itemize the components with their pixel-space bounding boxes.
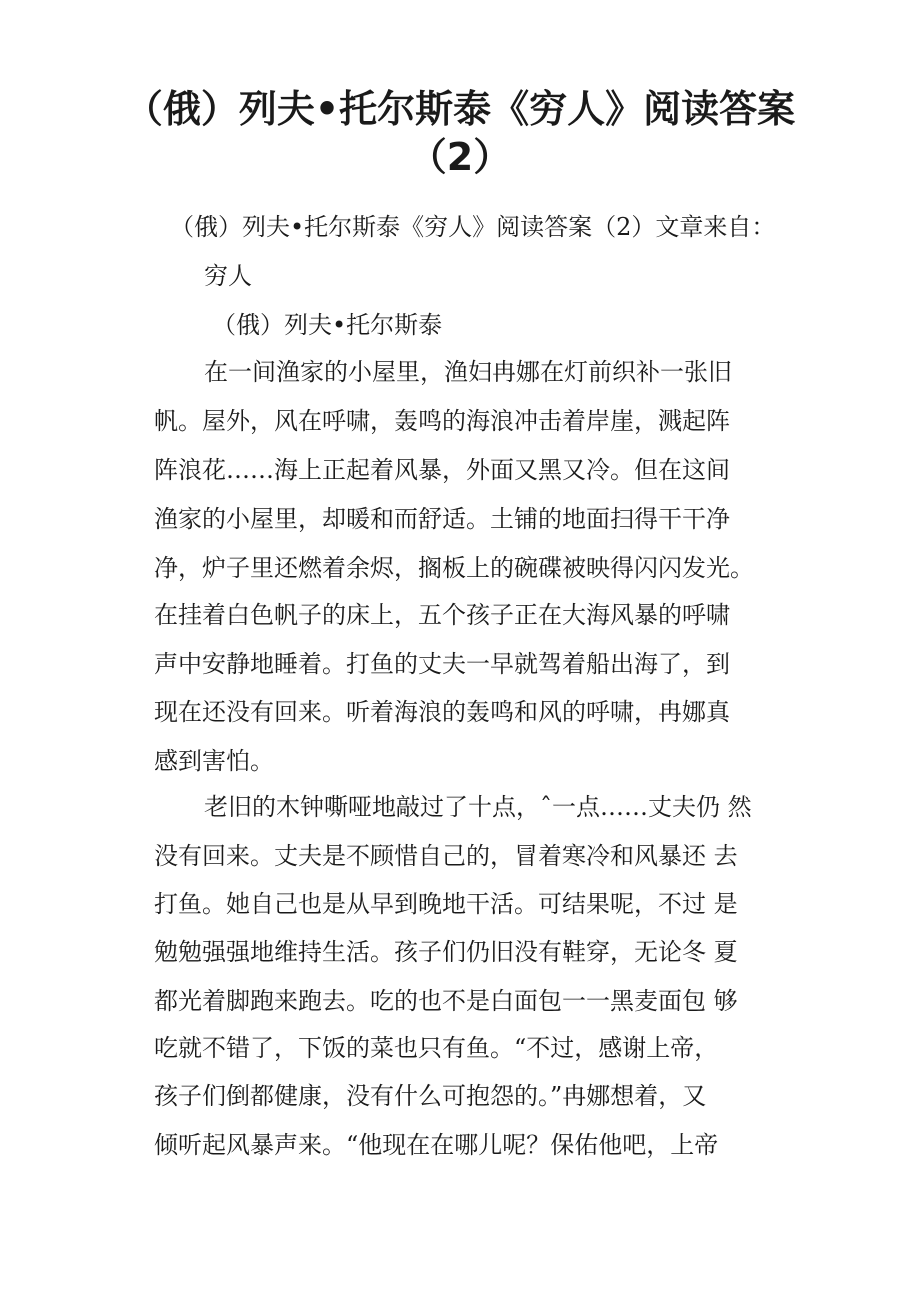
text-line: 净，炉子里还燃着余烬，搁板上的碗碟被映得闪闪发光。 <box>154 554 754 582</box>
text-line: 打鱼。她自己也是从早到晚地干活。可结果呢，不过 是 <box>154 890 738 918</box>
text-line: （俄）列夫•托尔斯泰 <box>212 311 443 339</box>
text-line: 倾听起风暴声来。“他现在在哪儿呢？保佑他吧，上帝 <box>154 1131 719 1159</box>
text-line: 帆。屋外，风在呼啸，轰鸣的海浪冲击着岸崖，溅起阵 <box>154 407 730 435</box>
text-line: 现在还没有回来。听着海浪的轰鸣和风的呼啸，冉娜真 <box>154 698 730 726</box>
text-line: 没有回来。丈夫是不顾惜自己的，冒着寒冷和风暴还 去 <box>154 842 738 870</box>
text-line: 穷人 <box>204 262 252 290</box>
text-line: 勉勉强强地维持生活。孩子们仍旧没有鞋穿，无论冬 夏 <box>154 938 738 966</box>
text-line: 在一间渔家的小屋里，渔妇冉娜在灯前织补一张旧 <box>204 358 732 386</box>
text-line: 阵浪花……海上正起着风暴，外面又黑又冷。但在这间 <box>154 456 730 484</box>
document-title-continuation: （2） <box>408 135 512 179</box>
text-line: 渔家的小屋里，却暖和而舒适。土铺的地面扫得干干净 <box>154 505 730 533</box>
text-line: 老旧的木钟嘶哑地敲过了十点，ˆ一点……丈夫仍 然 <box>204 793 752 821</box>
text-line: 孩子们倒都健康，没有什么可抱怨的。”冉娜想着，又 <box>154 1082 707 1110</box>
text-line: 感到害怕。 <box>154 747 274 775</box>
text-line: 声中安静地睡着。打鱼的丈夫一早就驾着船出海了，到 <box>154 650 730 678</box>
text-line: 吃就不错了，下饭的菜也只有鱼。“不过，感谢上帝， <box>154 1034 719 1062</box>
text-line: （俄）列夫•托尔斯泰《穷人》阅读答案（2）文章来自： <box>170 213 776 241</box>
text-line: 在挂着白色帆子的床上，五个孩子正在大海风暴的呼啸 <box>154 601 730 629</box>
text-line: 都光着脚跑来跑去。吃的也不是白面包一一黑麦面包 够 <box>154 987 738 1015</box>
document-title: （俄）列夫•托尔斯泰《穷人》阅读答案 <box>124 87 796 131</box>
